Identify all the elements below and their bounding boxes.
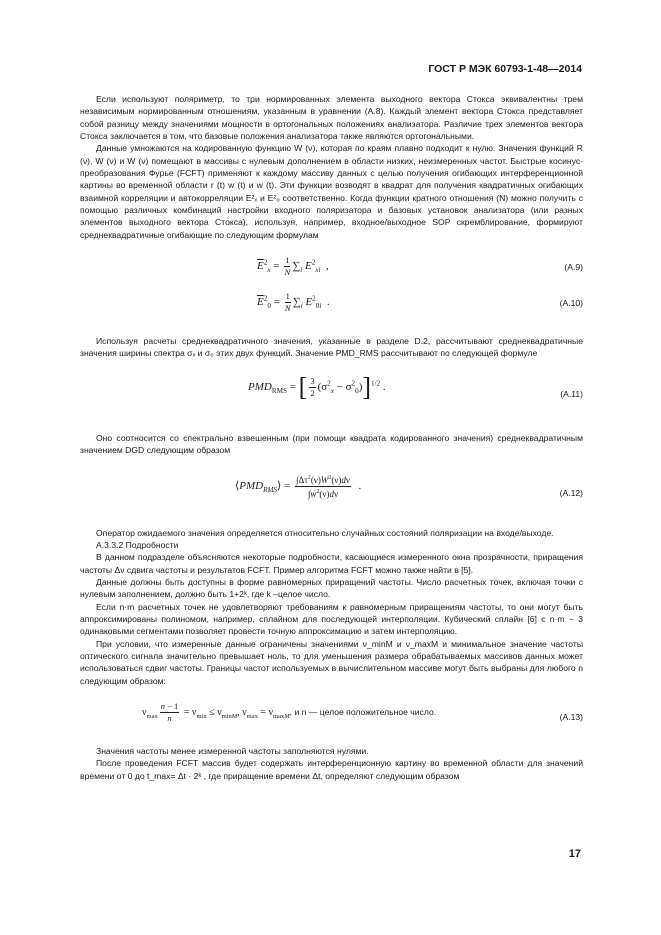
- equation-number: (А.10): [559, 298, 583, 309]
- paragraph: После проведения FCFT массив будет содержать интерференционную картину во временной области для значений времени от 0 до t_max= Δt · 2ᵏ , где приращение времени Δt, определяют следующим образом: [80, 758, 583, 781]
- equation-a9: $\overline{E}^2_x$ = $\frac{1}{N}$ $\sum_i$ $E^2_{xi}$ , (А.9): [257, 255, 583, 278]
- paragraph: При условии, что измеренные данные ограничены значениями ν_minM и ν_maxM и минимальное значение частоты оптического сигнала значительно превышает ноль, то для уменьшения размера обрабатываемых массивов данных может использоваться сдвиг частоты. Границы частот используемых в вычислительном массиве могут быть выбраны для любого n следующим образом:: [80, 638, 583, 686]
- page-body: [80, 93, 583, 782]
- paragraph: Данные должны быть доступны в форме равномерных приращений частоты. Число расчетных точек, включая точки с нулевым заполнением, должно быть 1+2ᵏ, где k –целое число.: [80, 576, 583, 600]
- document-header: ГОСТ Р МЭК 60793-1-48—2014: [428, 63, 582, 75]
- equation-number: (А.11): [560, 388, 583, 399]
- equation-number: (А.9): [564, 262, 583, 273]
- paragraph: Используя расчеты среднеквадратичного значения, указанные в разделе D.2, рассчитывают среднеквадратичные значения ширины спектра σₓ и σ₀ этих двух функций. Значение PMD_RMS рассчитывают по следующей формуле: [80, 336, 583, 359]
- page-number: 17: [568, 848, 581, 860]
- paragraph: Значения частоты менее измеренной частоты заполняются нулями.: [96, 745, 369, 756]
- equation-a13: $\nu_{max}$ $\frac{n - 1}{n}$ = $\nu_{min} \le \nu_{minM}$, $\nu_{max} = \nu_{maxM}$, и n — целое положительное число. (А.13): [142, 700, 583, 723]
- paragraph: Если n·m расчетных точек не удовлетворяют требованиям к равномерным приращениям частоты, то они могут быть аппроксимированы полиномом, например, сплайном для последующей интерполяции. Кубический сплайн [6] с n·m − 3 одинаковыми сегментами позволяет провести точную аппроксимацию и затем интерполяцию.: [80, 601, 583, 637]
- equation-tail: , и n — целое положительное число.: [289, 706, 437, 717]
- paragraph: Оператор ожидаемого значения определяется относительно случайных состояний поляризации на входе/выходе.: [96, 527, 554, 538]
- equation-a11: $PMD_{RMS}$ = [ $\frac{3}{2}$ $(\sigma^2_x - \sigma^2_0)]^{1/2}$ . (А.11): [248, 372, 583, 402]
- paragraph: Данные умножаются на кодированную функцию W (ν), которая по краям плавно подходит к нулю. Значения функций R (ν), W (ν) и W (ν) помещают в массивы с нулевым дополнением в области низких, неизмеренных частот. Быстрые косинус-преобразования Фурье (FCFT) применяют к каждому массиву данных с целью получения огибающих интерференционной картины во временной области r (t) w (t) и w (t). Эти функции возводят в квадрат для получения квадратичных огибающих взаимной корреляции и автокорреляции E²ₓ и E²₀ соответственно. Когда функции кратного отношения (N) можно получить с помощью различных комбинаций настройки входного поляризатора и базовых установок анализатора (или разных элементов выходного вектора Стокса), используя, например, входное/выходное SOP скремблирование, формируют среднеквадратичные огибающие по следующим формулам: [80, 143, 583, 240]
- equation-number: (А.13): [559, 711, 583, 722]
- paragraph: В данном подразделе объясняются некоторые подробности, касающиеся измеренного окна прозрачности, приращения частоты Δν сдвига частоты и результатов FCFT. Пример алгоритма FCFT можно также найти в [5].: [80, 552, 583, 575]
- equation-a10: $\overline{E}^2_0$ = $\frac{1}{N}$ $\sum_i$ $E^2_{0i}$ . (А.10): [257, 291, 583, 314]
- paragraph: Если используют поляриметр, то три нормированных элемента выходного вектора Стокса эквивалентны трем независимым нормированным отношениям, указанным в уравнении (А.8). Каждый элемент вектора Стокса представляет собой разницу между значениями мощности в ортогональных положениях анализатора. Различие трех элементов вектора Стокса заключается в том, что базовые положения анализатора также являются ортогональными.: [80, 94, 583, 142]
- equation-number: (А.12): [559, 487, 583, 498]
- section-heading: А.3.3.2 Подробности: [96, 539, 179, 550]
- paragraph: Оно соотносится со спектрально взвешенным (при помощи квадрата кодированного значения) среднеквадратичным значением DGD следующим образом: [80, 432, 583, 456]
- equation-a12: $⟨PMD_{RMS}⟩$ = $\frac{\int\Delta\tau^2(\nu)W^2(\nu)d\nu}{\int w^2(\nu)d\nu}$ . (А.12): [235, 474, 583, 499]
